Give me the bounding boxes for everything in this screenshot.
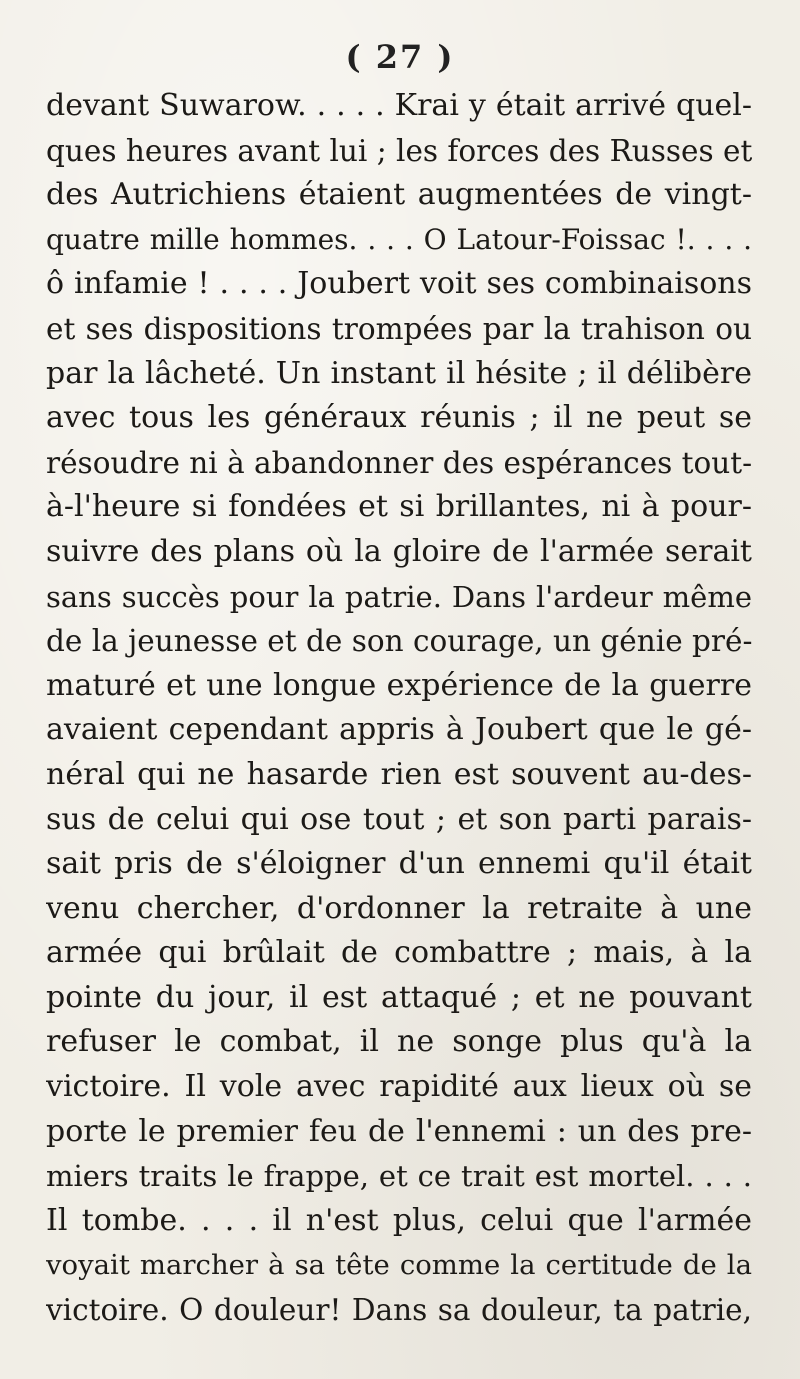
text-line: résoudre ni à abandonner des espérances tout- [46, 445, 752, 480]
text-line: victoire. O douleur! Dans sa douleur, ta patrie, [46, 1293, 752, 1328]
text-line: Il tombe. . . . il n'est plus, celui que l'armée [46, 1202, 752, 1238]
text-line: pointe du jour, il est attaqué ; et ne pouvant [46, 979, 752, 1015]
text-line: suivre des plans où la gloire de l'armée serait [46, 533, 752, 569]
text-line: voyait marcher à sa tête comme la certitude de la [46, 1249, 752, 1282]
text-line: avaient cependant appris à Joubert que le gé- [46, 712, 752, 748]
text-line: néral qui ne hasarde rien est souvent au-des- [46, 756, 752, 792]
text-line: armée qui brûlait de combattre ; mais, à la [46, 935, 752, 971]
text-line: ô infamie ! . . . . Joubert voit ses combinaisons [46, 266, 752, 302]
text-line: de la jeunesse et de son courage, un génie pré- [46, 624, 752, 659]
text-line: à-l'heure si fondées et si brillantes, ni à pour- [46, 489, 752, 525]
text-line: sus de celui qui ose tout ; et son parti parais- [46, 801, 752, 837]
text-line: maturé et une longue expérience de la guerre [46, 667, 752, 703]
text-line: avec tous les généraux réunis ; il ne peut se [46, 400, 752, 436]
text-line: des Autrichiens étaient augmentées de vingt- [46, 177, 752, 213]
text-line: devant Suwarow. . . . . Krai y était arrivé quel- [46, 88, 752, 123]
text-line: porte le premier feu de l'ennemi : un des pre- [46, 1113, 752, 1149]
text-line: quatre mille hommes. . . . O Latour-Foissac !. . . . [46, 222, 752, 256]
page-number: ( 27 ) [345, 38, 455, 76]
text-line: sait pris de s'éloigner d'un ennemi qu'il était [46, 846, 752, 882]
text-line: ques heures avant lui ; les forces des Russes et [46, 133, 752, 168]
text-line: et ses dispositions trompées par la trahison ou [46, 311, 752, 346]
body-text [46, 84, 752, 1333]
text-line: par la lâcheté. Un instant il hésite ; il délibère [46, 355, 752, 391]
text-line: miers traits le frappe, et ce trait est mortel. . . . [46, 1159, 752, 1194]
text-line: sans succès pour la patrie. Dans l'ardeur même [46, 579, 752, 614]
text-line: victoire. Il vole avec rapidité aux lieux où se [46, 1069, 752, 1105]
text-line: refuser le combat, il ne songe plus qu'à la [46, 1024, 752, 1060]
text-line: venu chercher, d'ordonner la retraite à une [46, 890, 752, 926]
